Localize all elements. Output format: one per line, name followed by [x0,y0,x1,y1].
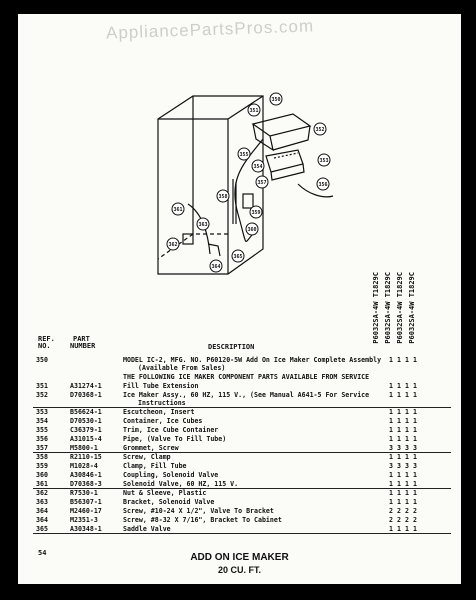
quantity-cell: 1 [405,435,409,443]
ref-number: 361 [36,480,48,488]
part-description: Saddle Valve [123,525,171,533]
table-row [33,516,453,525]
parts-list-page [18,14,461,584]
callout-364: 364 [211,264,221,270]
callout-357: 357 [257,180,267,186]
quantity-cell: 1 [389,525,393,533]
quantity-cell: 1 [389,453,393,461]
quantity-cell: 1 [397,391,401,399]
part-description: Container, Ice Cubes [123,417,203,425]
table-row [33,462,453,471]
quantity-cell: 1 [397,498,401,506]
quantity-cell: 1 [413,435,417,443]
quantity-cell: 1 [405,489,409,497]
part-number: R2110-15 [70,453,102,461]
quantity-cell: 1 [397,480,401,488]
quantity-cell: 2 [397,516,401,524]
part-description: Screw, #8-32 X 7/16", Bracket To Cabinet [123,516,282,524]
quantity-cell: 1 [389,391,393,399]
table-row [33,453,453,462]
quantity-cell: 2 [405,507,409,515]
part-description: Fill Tube Extension [123,382,199,390]
ref-number: 364 [36,516,48,524]
quantity-cell: 1 [397,356,401,364]
quantity-cell: 1 [389,480,393,488]
quantity-cell: 1 [389,435,393,443]
quantity-cell: 1 [397,426,401,434]
quantity-cell: 3 [405,462,409,470]
header-part: PART [73,335,90,343]
quantity-cell: 1 [389,408,393,416]
quantity-cell: 1 [413,391,417,399]
quantity-cell: 1 [405,453,409,461]
callout-365: 365 [233,254,243,260]
part-description: Clamp, Fill Tube [123,462,187,470]
callout-362: 362 [168,242,178,248]
quantity-cell: 1 [413,525,417,533]
header-description: DESCRIPTION [208,343,255,351]
ref-number: 356 [36,435,48,443]
part-description: Solenoid Valve, 60 HZ, 115 V. [123,480,239,488]
part-description: Trim, Ice Cube Container [123,426,219,434]
quantity-cell: 1 [413,453,417,461]
callout-351: 351 [249,108,259,114]
quantity-cell: 1 [405,391,409,399]
table-row [33,489,453,498]
table-row [33,435,453,444]
part-description: Screw, #10-24 X 1/2", Valve To Bracket [123,507,274,515]
callout-355: 355 [239,152,249,158]
quantity-cell: 1 [397,408,401,416]
table-row [33,373,453,382]
part-number: R7530-1 [70,489,98,497]
quantity-cell: 3 [413,462,417,470]
callout-353: 353 [319,158,329,164]
watermark: AppliancePartsPros.com [105,16,315,43]
quantity-cell: 1 [405,382,409,390]
part-description: Pipe, (Valve To Fill Tube) [123,435,227,443]
ref-number: 362 [36,489,48,497]
part-number: M2460-17 [70,507,102,515]
quantity-cell: 3 [413,444,417,452]
quantity-cell: 1 [397,471,401,479]
part-description-continued: Instructions [138,399,186,407]
part-description: Bracket, Solenoid Valve [123,498,215,506]
quantity-cell: 1 [397,453,401,461]
part-number: B56307-1 [70,498,102,506]
ref-number: 358 [36,453,48,461]
part-description: Escutcheon, Insert [123,408,195,416]
table-row [33,507,453,516]
quantity-cell: 1 [405,356,409,364]
quantity-cell: 2 [413,507,417,515]
part-description: Grommet, Screw [123,444,179,452]
ref-number: 364 [36,507,48,515]
table-row [33,498,453,507]
quantity-cell: 1 [405,426,409,434]
quantity-cell: 1 [397,525,401,533]
quantity-cell: 3 [397,444,401,452]
part-description: Nut & Sleeve, Plastic [123,489,207,497]
ref-number: 359 [36,462,48,470]
row-divider [33,533,451,534]
quantity-cell: 2 [413,516,417,524]
model-column-3: P6032SA-4W T1829C [396,272,404,344]
ref-number: 360 [36,471,48,479]
callout-350: 350 [271,97,281,103]
part-number: D70368-1 [70,391,102,399]
part-number: D70368-3 [70,480,102,488]
quantity-cell: 1 [413,426,417,434]
quantity-cell: 1 [405,498,409,506]
quantity-cell: 2 [397,507,401,515]
quantity-cell: 1 [397,382,401,390]
model-column-4: P6032SA-4W T1829C [408,272,416,344]
model-column-headers [363,272,453,344]
part-description: Coupling, Solenoid Valve [123,471,219,479]
quantity-cell: 1 [389,417,393,425]
part-description-continued: (Available From Sales) [138,364,226,372]
ice-maker-exploded-diagram [148,84,358,294]
page-number: 54 [38,549,47,557]
part-number: M2351-3 [70,516,98,524]
callout-358: 358 [218,194,228,200]
table-row [33,391,453,400]
part-number: C36379-1 [70,426,102,434]
quantity-cell: 1 [413,417,417,425]
quantity-cell: 1 [413,471,417,479]
part-number: D70530-1 [70,417,102,425]
quantity-cell: 3 [397,462,401,470]
callout-354: 354 [253,164,263,170]
quantity-cell: 1 [389,426,393,434]
quantity-cell: 1 [397,417,401,425]
quantity-cell: 2 [389,516,393,524]
part-description: THE FOLLOWING ICE MAKER COMPONENT PARTS AVAILABLE FROM SERVICE [123,373,370,381]
part-description: Ice Maker Assy., 60 HZ, 115 V., (See Manual A641-5 For Service [123,391,370,399]
ref-number: 354 [36,417,48,425]
quantity-cell: 1 [413,498,417,506]
part-number: A30846-1 [70,471,102,479]
quantity-cell: 3 [389,462,393,470]
header-no: NO. [38,342,51,350]
model-column-2: P6032SA-4W T1829C [384,272,392,344]
quantity-cell: 1 [405,525,409,533]
table-row [33,417,453,426]
quantity-cell: 1 [389,356,393,364]
header-ref: REF. [38,335,55,343]
quantity-cell: 1 [405,471,409,479]
quantity-cell: 3 [405,444,409,452]
model-column-1: P6032SA-4W T1829C [372,272,380,344]
callout-363: 363 [198,222,208,228]
quantity-cell: 3 [389,444,393,452]
ref-number: 350 [36,356,48,364]
quantity-cell: 1 [413,356,417,364]
callout-359: 359 [251,210,261,216]
part-number: A30348-1 [70,525,102,533]
quantity-cell: 2 [405,516,409,524]
quantity-cell: 1 [389,471,393,479]
ref-number: 351 [36,382,48,390]
ref-number: 352 [36,391,48,399]
part-number: A31015-4 [70,435,102,443]
table-row [33,382,453,391]
ref-number: 357 [36,444,48,452]
footer-subtitle: 20 CU. FT. [217,565,261,575]
part-description: MODEL IC-2, MFG. NO. P60120-5W Add On Ice Maker Complete Assembly [123,356,382,364]
callout-361: 361 [173,207,183,213]
part-number: B56624-1 [70,408,102,416]
quantity-cell: 1 [413,489,417,497]
quantity-cell: 2 [389,507,393,515]
callout-352: 352 [315,127,325,133]
quantity-cell: 1 [405,480,409,488]
footer-title: ADD ON ICE MAKER [190,552,289,563]
quantity-cell: 1 [413,382,417,390]
quantity-cell: 1 [389,489,393,497]
quantity-cell: 1 [389,498,393,506]
quantity-cell: 1 [397,435,401,443]
part-description: Screw, Clamp [123,453,171,461]
header-number: NUMBER [70,342,96,350]
part-number: A31274-1 [70,382,102,390]
callout-360: 360 [247,227,257,233]
part-number: M1028-4 [70,462,98,470]
ref-number: 363 [36,498,48,506]
ref-number: 353 [36,408,48,416]
quantity-cell: 1 [405,408,409,416]
callout-356: 356 [318,182,328,188]
table-row [33,356,453,365]
quantity-cell: 1 [389,382,393,390]
ref-number: 365 [36,525,48,533]
quantity-cell: 1 [405,417,409,425]
part-number: M5800-1 [70,444,98,452]
ref-number: 355 [36,426,48,434]
table-row [33,426,453,435]
table-row [33,408,453,417]
quantity-cell: 1 [397,489,401,497]
quantity-cell: 1 [413,480,417,488]
quantity-cell: 1 [413,408,417,416]
table-row [33,471,453,480]
